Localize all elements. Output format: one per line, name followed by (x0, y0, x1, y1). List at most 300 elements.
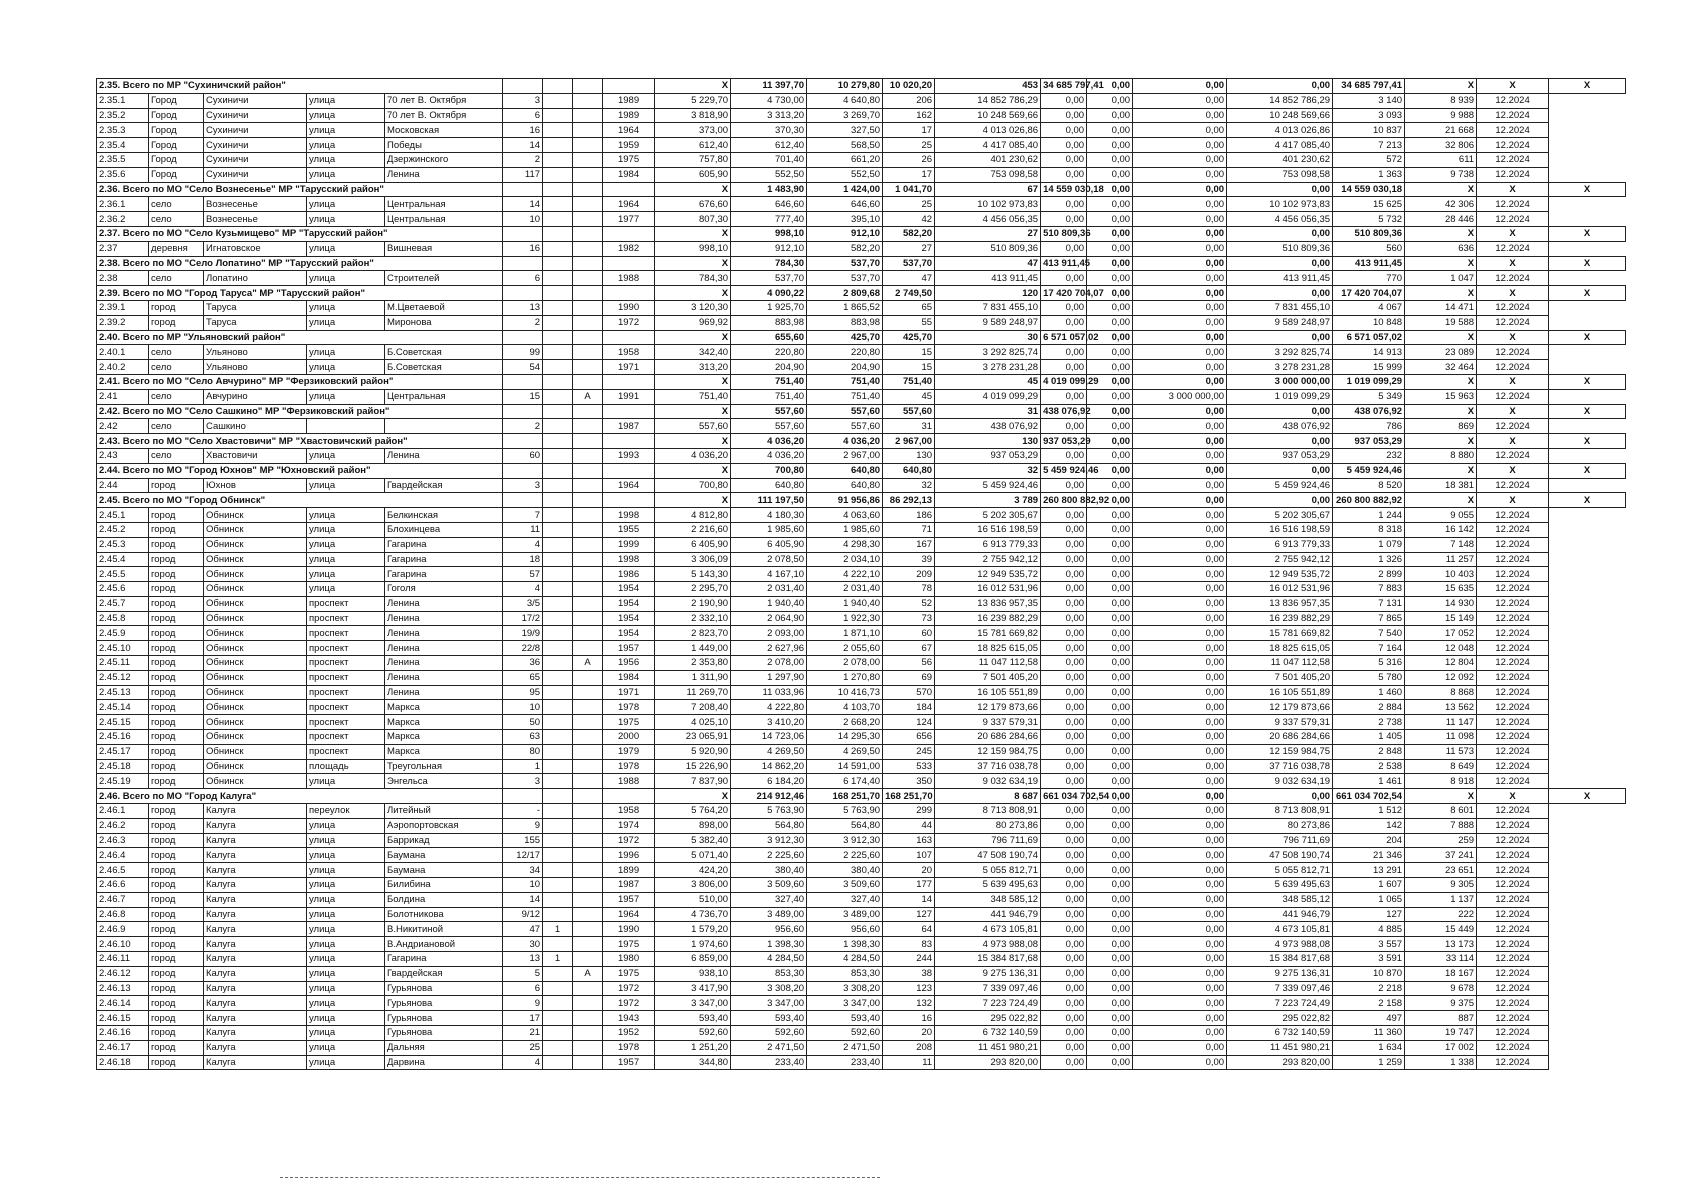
table-cell: 42 306 (1405, 197, 1477, 212)
table-cell: 12.2024 (1477, 522, 1549, 537)
table-cell: 1 461 (1333, 774, 1405, 789)
table-cell: проспект (307, 685, 385, 700)
table-cell: деревня (149, 241, 204, 256)
table-cell: Б.Советская (385, 360, 503, 375)
table-cell: 0,00 (1133, 182, 1227, 197)
table-cell: 12.2024 (1477, 197, 1549, 212)
table-cell: X (1405, 434, 1477, 449)
table-cell: 1 940,40 (807, 596, 883, 611)
table-cell: 4 067 (1333, 300, 1405, 315)
table-cell: 0,00 (1133, 226, 1227, 241)
table-cell: 1 449,00 (655, 641, 731, 656)
table-cell: 0,00 (1133, 863, 1227, 878)
table-cell: город (149, 508, 204, 523)
table-cell: 20 (883, 863, 935, 878)
table-cell: 6 (503, 108, 543, 123)
table-cell: 564,80 (807, 818, 883, 833)
table-row (97, 952, 1626, 967)
table-cell: 0,00 (1041, 360, 1087, 375)
table-cell: 3 806,00 (655, 878, 731, 893)
table-row (97, 448, 1626, 463)
table-cell: 0,00 (1087, 907, 1133, 922)
table-cell: 0,00 (1133, 167, 1227, 182)
table-cell (573, 226, 603, 241)
table-cell: 12 159 984,75 (935, 744, 1041, 759)
table-cell: Энгельса (385, 774, 503, 789)
table-cell: Болдина (385, 892, 503, 907)
table-cell (603, 79, 655, 94)
table-cell: 73 (883, 611, 935, 626)
table-cell: Блохинцева (385, 522, 503, 537)
table-cell: 0,00 (1133, 286, 1227, 301)
table-cell: 0,00 (1041, 878, 1087, 893)
table-cell: 0,00 (1133, 656, 1227, 671)
table-cell: 204,90 (807, 360, 883, 375)
table-cell: город (149, 522, 204, 537)
table-cell: 15 (503, 389, 543, 404)
table-cell (573, 907, 603, 922)
table-cell: улица (307, 1040, 385, 1055)
table-cell: 0,00 (1041, 641, 1087, 656)
table-cell: 0,00 (1087, 434, 1133, 449)
table-cell: 5 764,20 (655, 804, 731, 819)
table-cell: 3 509,60 (731, 878, 807, 893)
table-row (97, 1011, 1626, 1026)
table-cell: 295 022,82 (1227, 1011, 1333, 1026)
table-cell: 937 053,29 (935, 448, 1041, 463)
table-cell: X (1549, 256, 1626, 271)
table-cell: 1989 (603, 93, 655, 108)
table-cell: 16 (503, 241, 543, 256)
table-cell (573, 360, 603, 375)
table-cell: Ленина (385, 685, 503, 700)
table-cell: 0,00 (1041, 685, 1087, 700)
table-cell: 8 318 (1333, 522, 1405, 537)
table-cell: 12.2024 (1477, 552, 1549, 567)
table-cell: 0,00 (1087, 374, 1133, 389)
table-row (97, 360, 1626, 375)
table-cell: город (149, 670, 204, 685)
table-cell: 2.46.2 (97, 818, 149, 833)
table-cell: улица (307, 315, 385, 330)
table-cell: 13 836 957,35 (1227, 596, 1333, 611)
table-cell: село (149, 197, 204, 212)
table-cell (543, 1011, 573, 1026)
table-cell: 3 306,09 (655, 552, 731, 567)
table-cell: Центральная (385, 389, 503, 404)
table-cell: 0,00 (1227, 789, 1333, 804)
table-cell: 220,80 (807, 345, 883, 360)
table-row (97, 730, 1626, 745)
subtotal-row (97, 374, 1626, 389)
table-cell: 2 967,00 (807, 448, 883, 463)
table-cell: 63 (503, 730, 543, 745)
table-cell: X (655, 493, 731, 508)
table-cell (543, 271, 573, 286)
table-cell: 3 120,30 (655, 300, 731, 315)
table-cell: 71 (883, 522, 935, 537)
table-cell: Гурьянова (385, 981, 503, 996)
table-cell (543, 981, 573, 996)
table-cell: 233,40 (731, 1055, 807, 1070)
table-cell: 592,60 (655, 1026, 731, 1041)
table-cell: 0,00 (1041, 759, 1087, 774)
table-cell: 2 064,90 (731, 611, 807, 626)
table-cell: 2 848 (1333, 744, 1405, 759)
table-cell: 2.46.8 (97, 907, 149, 922)
table-cell: 80 273,86 (1227, 818, 1333, 833)
table-cell: X (655, 182, 731, 197)
table-cell: 2.45.19 (97, 774, 149, 789)
table-cell: город (149, 907, 204, 922)
table-cell: 5 763,90 (731, 804, 807, 819)
table-cell: 2.39.1 (97, 300, 149, 315)
table-cell: 1 251,20 (655, 1040, 731, 1055)
table-cell: 1 460 (1333, 685, 1405, 700)
table-cell: 37 716 038,78 (935, 759, 1041, 774)
table-cell: 5 071,40 (655, 848, 731, 863)
table-cell: Центральная (385, 197, 503, 212)
table-cell: 4 284,50 (731, 952, 807, 967)
table-cell: 13 (503, 300, 543, 315)
table-cell: 3 591 (1333, 952, 1405, 967)
table-cell: город (149, 1011, 204, 1026)
table-cell (573, 197, 603, 212)
table-cell: город (149, 774, 204, 789)
table-cell: 11 269,70 (655, 685, 731, 700)
table-cell: 0,00 (1087, 700, 1133, 715)
table-cell: 0,00 (1133, 522, 1227, 537)
table-cell: 342,40 (655, 345, 731, 360)
table-cell (603, 374, 655, 389)
table-cell: 777,40 (731, 212, 807, 227)
table-cell (573, 818, 603, 833)
table-cell: 1975 (603, 152, 655, 167)
table-cell: 1977 (603, 212, 655, 227)
table-cell: Обнинск (204, 611, 307, 626)
table-cell: 3 417,90 (655, 981, 731, 996)
table-cell: 1987 (603, 878, 655, 893)
subtotal-title: 2.40. Всего по МР "Ульяновский район" (97, 330, 503, 345)
table-cell: 15 (883, 345, 935, 360)
table-cell: 1958 (603, 804, 655, 819)
table-cell (543, 241, 573, 256)
table-cell: 2 055,60 (807, 641, 883, 656)
table-cell: А (573, 656, 603, 671)
table-row (97, 123, 1626, 138)
table-row (97, 670, 1626, 685)
table-cell: 0,00 (1041, 804, 1087, 819)
table-cell: 0,00 (1087, 937, 1133, 952)
table-cell: 537,70 (807, 271, 883, 286)
table-cell: 1 041,70 (883, 182, 935, 197)
table-cell: 592,60 (807, 1026, 883, 1041)
table-cell: улица (307, 271, 385, 286)
table-cell (573, 448, 603, 463)
table-cell: 1996 (603, 848, 655, 863)
subtotal-row (97, 493, 1626, 508)
table-cell (573, 182, 603, 197)
table-cell: Гурьянова (385, 996, 503, 1011)
subtotal-title: 2.39. Всего по МО "Город Таруса" МР "Тарусский район" (97, 286, 503, 301)
table-cell: 0,00 (1087, 996, 1133, 1011)
table-cell: улица (307, 93, 385, 108)
table-cell: 956,60 (807, 922, 883, 937)
table-cell (543, 478, 573, 493)
table-cell: 17 (503, 1011, 543, 1026)
table-cell: 887 (1405, 1011, 1477, 1026)
table-cell: 0,00 (1087, 522, 1133, 537)
table-cell: 17 (883, 123, 935, 138)
table-cell: улица (307, 138, 385, 153)
table-cell: 83 (883, 937, 935, 952)
table-cell: 12.2024 (1477, 907, 1549, 922)
table-cell: 969,92 (655, 315, 731, 330)
table-cell: 4 180,30 (731, 508, 807, 523)
table-cell (543, 330, 573, 345)
table-cell: 10 870 (1333, 966, 1405, 981)
table-cell: 0,00 (1087, 448, 1133, 463)
table-cell: 0,00 (1041, 212, 1087, 227)
table-cell: 640,80 (807, 478, 883, 493)
table-cell: 1988 (603, 271, 655, 286)
table-cell: 7 339 097,46 (1227, 981, 1333, 996)
table-cell: 12.2024 (1477, 833, 1549, 848)
table-cell: 2 078,50 (731, 552, 807, 567)
table-cell: 67 (883, 641, 935, 656)
table-cell (573, 922, 603, 937)
table-cell: 9 589 248,97 (1227, 315, 1333, 330)
table-cell: 425,70 (807, 330, 883, 345)
table-cell: 168 251,70 (807, 789, 883, 804)
table-cell: X (1477, 404, 1549, 419)
table-cell: 0,00 (1087, 789, 1133, 804)
table-cell: 11 033,96 (731, 685, 807, 700)
table-cell: 2 218 (1333, 981, 1405, 996)
table-cell: 327,50 (807, 123, 883, 138)
table-cell: город (149, 730, 204, 745)
table-cell (573, 848, 603, 863)
table-cell: 2.46.10 (97, 937, 149, 952)
table-cell: 11 147 (1405, 715, 1477, 730)
table-cell: 2 332,10 (655, 611, 731, 626)
table-cell: Сухиничи (204, 123, 307, 138)
table-cell: 0,00 (1133, 596, 1227, 611)
table-cell: 7 831 455,10 (935, 300, 1041, 315)
table-cell: 0,00 (1087, 670, 1133, 685)
table-cell: 293 820,00 (1227, 1055, 1333, 1070)
table-cell: проспект (307, 744, 385, 759)
table-cell: 0,00 (1041, 567, 1087, 582)
table-cell: 4 640,80 (807, 93, 883, 108)
table-cell: 0,00 (1133, 212, 1227, 227)
table-cell: 3 308,20 (807, 981, 883, 996)
table-cell: 1990 (603, 922, 655, 937)
table-cell: 0,00 (1041, 744, 1087, 759)
table-body (97, 79, 1626, 1070)
table-cell: 13 291 (1333, 863, 1405, 878)
table-cell: 21 668 (1405, 123, 1477, 138)
table-cell: 3/5 (503, 596, 543, 611)
table-cell: 0,00 (1133, 611, 1227, 626)
table-cell: 20 686 284,66 (935, 730, 1041, 745)
table-cell: 1980 (603, 952, 655, 967)
table-cell: 91 956,86 (807, 493, 883, 508)
table-cell: улица (307, 360, 385, 375)
table-cell: 8 601 (1405, 804, 1477, 819)
table-cell: 16 105 551,89 (935, 685, 1041, 700)
table-cell: 7 208,40 (655, 700, 731, 715)
table-cell: 47 508 190,74 (1227, 848, 1333, 863)
table-cell: X (1477, 226, 1549, 241)
table-cell: 1954 (603, 596, 655, 611)
table-cell: 582,20 (807, 241, 883, 256)
table-cell: 0,00 (1087, 508, 1133, 523)
table-cell: город (149, 878, 204, 893)
table-cell: 12.2024 (1477, 759, 1549, 774)
table-cell: Центральная (385, 212, 503, 227)
table-cell: Сухиничи (204, 138, 307, 153)
table-cell: X (655, 330, 731, 345)
table-cell: 661 034 702,54 (1333, 789, 1405, 804)
table-cell: село (149, 271, 204, 286)
table-cell: 5 202 305,67 (935, 508, 1041, 523)
table-cell (543, 448, 573, 463)
table-cell: 12.2024 (1477, 212, 1549, 227)
table-cell: 0,00 (1087, 1055, 1133, 1070)
table-cell: 27 (883, 241, 935, 256)
table-cell: 4 019 099,29 (1041, 374, 1087, 389)
table-cell (573, 759, 603, 774)
table-cell: Обнинск (204, 730, 307, 745)
table-cell: город (149, 552, 204, 567)
table-cell: 796 711,69 (935, 833, 1041, 848)
table-cell: 220,80 (731, 345, 807, 360)
table-cell (543, 878, 573, 893)
table-cell: 640,80 (731, 478, 807, 493)
table-cell: 786 (1333, 419, 1405, 434)
table-cell: 260 800 882,92 (1333, 493, 1405, 508)
table-cell: 11 257 (1405, 552, 1477, 567)
table-cell: Маркса (385, 700, 503, 715)
table-cell: 10 (503, 212, 543, 227)
table-cell: Обнинск (204, 700, 307, 715)
table-cell: 5 639 495,63 (935, 878, 1041, 893)
table-cell: М.Цветаевой (385, 300, 503, 315)
table-cell (573, 641, 603, 656)
table-cell: 0,00 (1133, 567, 1227, 582)
table-cell: 2 031,40 (807, 582, 883, 597)
table-cell: улица (307, 937, 385, 952)
table-cell: 12.2024 (1477, 389, 1549, 404)
table-cell: 12.2024 (1477, 966, 1549, 981)
table-cell: 552,50 (731, 167, 807, 182)
table-cell: 12.2024 (1477, 108, 1549, 123)
table-cell: 7 213 (1333, 138, 1405, 153)
table-cell (307, 419, 385, 434)
table-cell: 0,00 (1041, 271, 1087, 286)
table-cell: 0,00 (1227, 226, 1333, 241)
table-cell: 32 (883, 478, 935, 493)
table-cell: 2.45.6 (97, 582, 149, 597)
table-cell: 373,00 (655, 123, 731, 138)
table-cell: 2.45.11 (97, 656, 149, 671)
table-cell: 2.45.5 (97, 567, 149, 582)
table-cell: 4 103,70 (807, 700, 883, 715)
table-cell: X (1405, 463, 1477, 478)
table-cell: 34 (503, 863, 543, 878)
table-cell: 12.2024 (1477, 241, 1549, 256)
table-cell: 0,00 (1227, 286, 1333, 301)
table-cell: Обнинск (204, 508, 307, 523)
table-cell: 1 607 (1333, 878, 1405, 893)
table-cell: город (149, 537, 204, 552)
table-cell: 14 (503, 197, 543, 212)
table-cell: Юхнов (204, 478, 307, 493)
table-cell: Сухиничи (204, 108, 307, 123)
table-cell (573, 138, 603, 153)
table-cell: 11 047 112,58 (1227, 656, 1333, 671)
table-cell: 2 225,60 (807, 848, 883, 863)
table-cell: 2 749,50 (883, 286, 935, 301)
table-cell: 0,00 (1087, 478, 1133, 493)
table-cell: 7 339 097,46 (935, 981, 1041, 996)
table-cell: улица (307, 833, 385, 848)
table-cell: 700,80 (655, 478, 731, 493)
table-cell: 12.2024 (1477, 774, 1549, 789)
table-cell: Б.Советская (385, 345, 503, 360)
table-cell: 0,00 (1041, 138, 1087, 153)
table-cell: 0,00 (1133, 93, 1227, 108)
table-cell: X (1477, 434, 1549, 449)
table-cell: 0,00 (1087, 685, 1133, 700)
table-cell: 0,00 (1087, 966, 1133, 981)
table-cell: 14 591,00 (807, 759, 883, 774)
table-cell: 0,00 (1041, 93, 1087, 108)
table-cell: 0,00 (1041, 522, 1087, 537)
table-cell: 12.2024 (1477, 700, 1549, 715)
table-cell: 2.46.16 (97, 1026, 149, 1041)
table-cell: 1 363 (1333, 167, 1405, 182)
table-cell: 5 459 924,46 (1041, 463, 1087, 478)
table-cell: 1984 (603, 167, 655, 182)
table-cell: 0,00 (1041, 774, 1087, 789)
table-cell: 5 316 (1333, 656, 1405, 671)
table-cell: 1 047 (1405, 271, 1477, 286)
table-cell: Калуга (204, 937, 307, 952)
table-cell (543, 167, 573, 182)
table-cell (503, 404, 543, 419)
table-cell: Калуга (204, 922, 307, 937)
table-cell: Белкинская (385, 508, 503, 523)
table-cell: 16 012 531,96 (1227, 582, 1333, 597)
table-cell: Обнинск (204, 774, 307, 789)
table-cell: 11 (503, 522, 543, 537)
table-cell: 10 248 569,66 (1227, 108, 1333, 123)
table-cell: 3 509,60 (807, 878, 883, 893)
table-cell: 570 (883, 685, 935, 700)
table-cell: 0,00 (1133, 966, 1227, 981)
table-cell: X (1405, 226, 1477, 241)
table-cell: 10 (503, 700, 543, 715)
table-cell: 593,40 (655, 1011, 731, 1026)
table-cell: улица (307, 1055, 385, 1070)
table-cell: улица (307, 241, 385, 256)
table-cell: 12.2024 (1477, 152, 1549, 167)
table-cell: 0,00 (1133, 463, 1227, 478)
table-cell: 0,00 (1133, 434, 1227, 449)
table-cell: город (149, 922, 204, 937)
